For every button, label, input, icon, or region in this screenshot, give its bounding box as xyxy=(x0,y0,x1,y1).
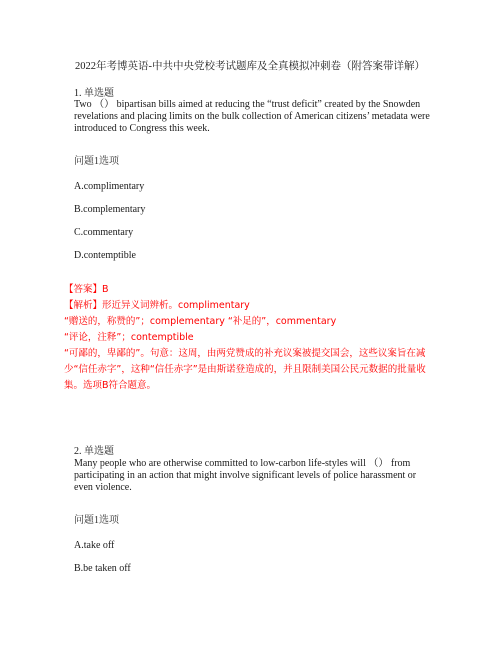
question-1-analysis-line-2: “赠送的，称赞的”；complementary “补足的”，commentary xyxy=(64,316,337,327)
question-1-option-a: A.complimentary xyxy=(74,181,145,192)
question-1-answer: 【答案】B xyxy=(64,284,109,295)
question-2-option-b: B.be taken off xyxy=(74,563,131,574)
question-1-option-d: D.contemptible xyxy=(74,250,136,261)
question-2-label: 2. 单选题 xyxy=(74,446,114,457)
question-1-text: Two （） bipartisan bills aimed at reducing the “trust deficit” created by the Snowden revelations and placing limits on the bulk collection of American citizens’ metadata were introduced to Congress this week. xyxy=(74,99,430,134)
document-title: 2022年考博英语-中共中央党校考试题库及全真模拟冲刺卷（附答案带详解） xyxy=(75,61,425,72)
question-1-analysis-line-3: “评论，注释”；contemptible xyxy=(64,332,194,343)
question-1-options-label: 问题1选项 xyxy=(74,156,119,167)
question-1-option-b: B.complementary xyxy=(74,204,146,215)
question-1-option-c: C.commentary xyxy=(74,227,134,238)
question-1-analysis-line-1: 【解析】形近异义词辨析。complimentary xyxy=(64,300,250,311)
question-2-option-a: A.take off xyxy=(74,540,115,551)
question-2-options-label: 问题1选项 xyxy=(74,515,119,526)
question-1-label: 1. 单选题 xyxy=(74,88,114,99)
question-2-text: Many people who are otherwise committed to low-carbon life-styles will （） from participating in an action that might involve significant levels of police harassment or even violence. xyxy=(74,458,417,493)
question-1-answer-block xyxy=(64,282,440,394)
question-1-analysis-line-4: “可鄙的，卑鄙的”。句意：这周，由两党赞成的补充议案被提交国会，这些议案旨在减少“信任赤字”，这种“信任赤字”是由斯诺登造成的，并且限制美国公民元数据的批量收集。选项B符合题意。 xyxy=(64,348,426,391)
